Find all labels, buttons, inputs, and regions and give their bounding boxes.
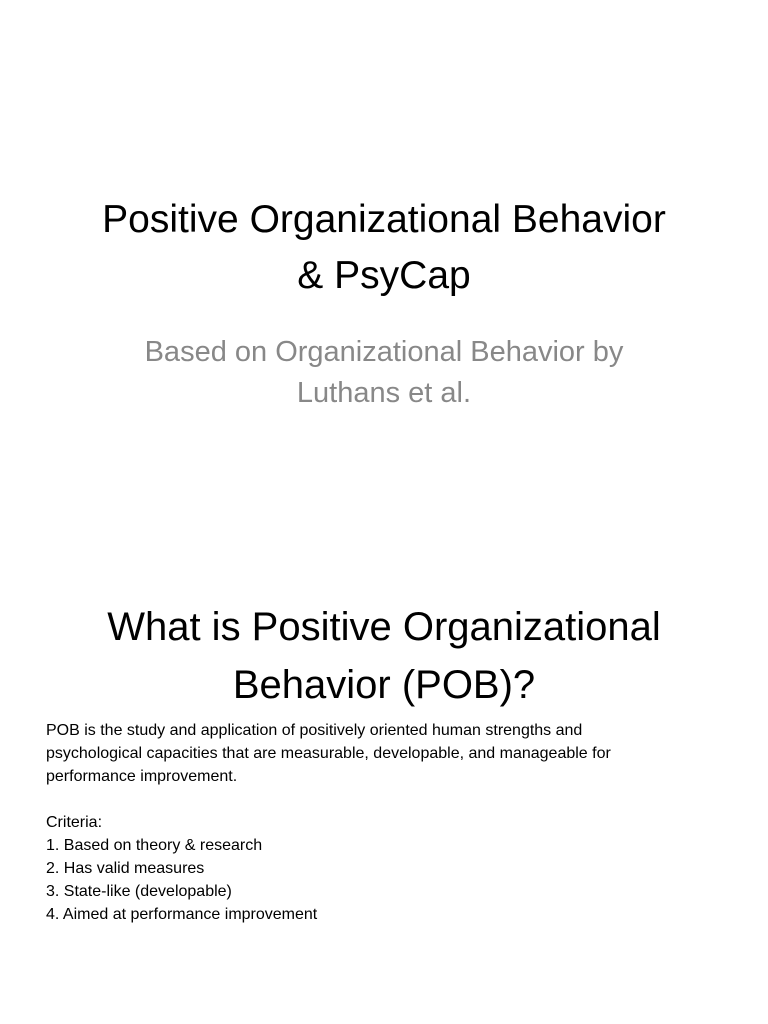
paragraph-spacer bbox=[46, 788, 738, 811]
criteria-item: 1. Based on theory & research bbox=[46, 837, 263, 854]
title-line-1: Positive Organizational Behavior bbox=[102, 198, 666, 241]
criteria-heading: Criteria: bbox=[46, 814, 103, 831]
slide-subtitle bbox=[30, 332, 738, 414]
slide-title bbox=[30, 192, 738, 304]
slide-title bbox=[30, 598, 738, 714]
criteria-list bbox=[46, 834, 738, 926]
criteria-item: 4. Aimed at performance improvement bbox=[46, 906, 318, 923]
body-line-1: POB is the study and application of positively oriented human strengths and bbox=[46, 722, 583, 739]
title-line-1: What is Positive Organizational bbox=[107, 605, 661, 649]
body-line-2: psychological capacities that are measurable, developable, and manageable for bbox=[46, 745, 611, 762]
slide-2 bbox=[0, 512, 768, 1024]
criteria-item: 2. Has valid measures bbox=[46, 860, 205, 877]
subtitle-line-1: Based on Organizational Behavior by bbox=[144, 336, 624, 368]
body-line-3: performance improvement. bbox=[46, 768, 238, 785]
title-line-2: & PsyCap bbox=[297, 254, 471, 297]
criteria-item: 3. State-like (developable) bbox=[46, 883, 232, 900]
slide-body bbox=[46, 719, 738, 926]
title-line-2: Behavior (POB)? bbox=[232, 663, 536, 707]
subtitle-line-2: Luthans et al. bbox=[296, 377, 472, 409]
